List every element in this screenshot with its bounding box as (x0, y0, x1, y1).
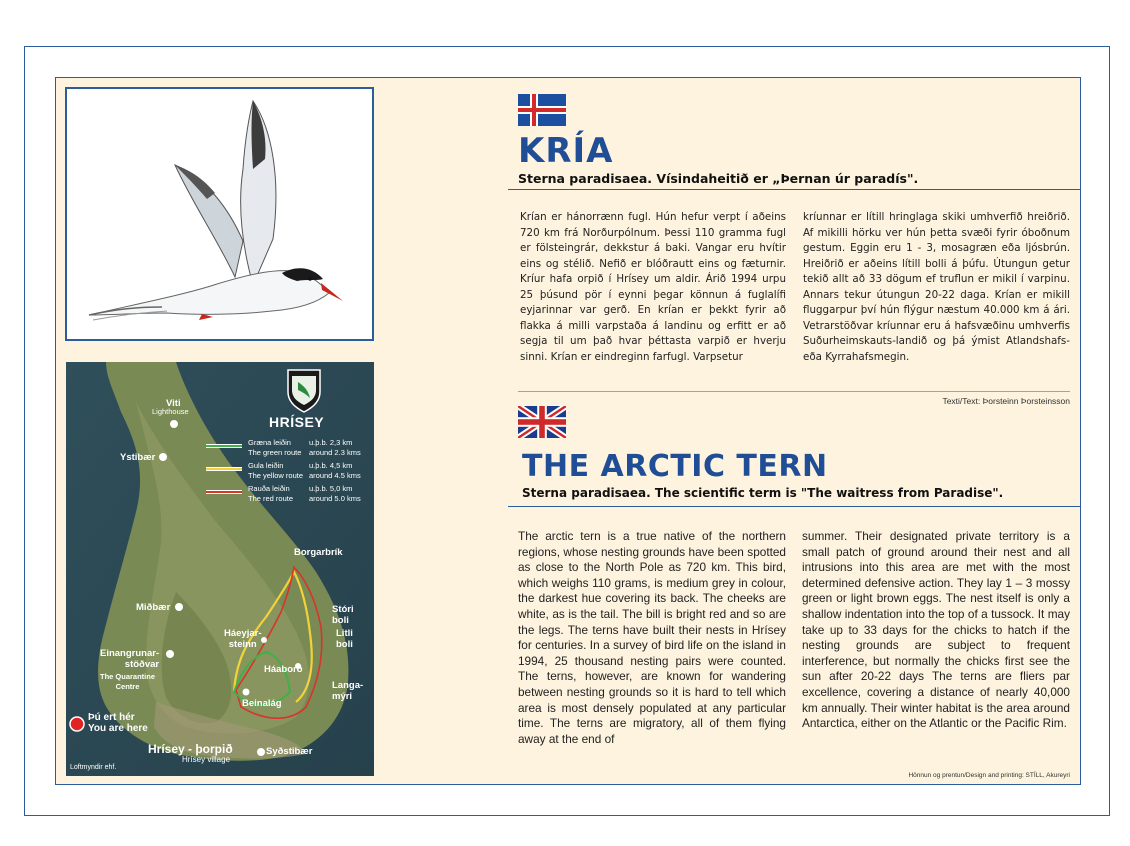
legend-red-distance (309, 484, 361, 504)
icelandic-text-column-1: Krían er hánorrænn fugl. Hún hefur verpt í aðeins 720 km frá Norðurpólnum. Þessi 110 gramma fugl er fölsteingrár, dekkstur á baki. Vangar eru hvítir eins og stélið. Nefið er blóðrautt eins og fæturnir. Kríur hafa orpið í Hrísey um aldir. Árið 1994 urpu 25 þúsund pör í eynni þegar könnun á fuglalífi eyjarinnar var gerð. En krían er þekkt fyrir að flakka á milli varpstaða á landinu og erfitt er að segja til um það hvar þéttasta varpið er hverju sinni. Krían er eindreginn farfugl. Varpsetur (520, 211, 786, 363)
legend-distance: around 2.3 kms (309, 448, 361, 457)
tern-illustration (65, 87, 374, 341)
legend-label: Rauða leiðin (248, 484, 290, 493)
divider (518, 391, 1070, 392)
icelandic-subtitle: Sterna paradisaea. Vísindaheitið er „Þernan úr paradís". (518, 171, 919, 186)
english-title: THE ARCTIC TERN (522, 449, 828, 484)
legend-yellow-distance (309, 461, 361, 481)
legend-label: Gula leiðin (248, 461, 284, 470)
place-heyjarsteinn: Háeyjar- steinn (224, 628, 262, 650)
place-lighthouse: Lighthouse (152, 407, 189, 416)
place-stori-boli: Stóri boli (332, 604, 354, 626)
place-beinalag: Beinalág (242, 698, 282, 709)
place-borgarbrik: Borgarbrík (294, 547, 343, 558)
legend-green (248, 438, 301, 458)
island-map (66, 362, 374, 776)
you-are-here-label (88, 712, 148, 734)
place-quarantine-centre: The Quarantine Centre (100, 672, 156, 691)
design-credit: Hönnun og prentun/Design and printing: STÍLL, Akureyri (908, 772, 1070, 779)
place-haabord: Háaborð (264, 664, 303, 675)
map-brand-title: HRÍSEY (269, 414, 325, 430)
english-text-column-2: summer. Their designated private territory is a small patch of ground around their nest and all intrusions into this area are met with the most determined defensive action. They lay 1 – 3 mossy green or light brown eggs. The nest itself is only a shallow indentation into the top of a tussock. It may take up to 33 days for the chicks to hatch if the nesting grounds are subject to frequent interference, but normally the chicks first see the sun after 20-22 days The terns are fliers par excellence, covering a distance of nearly 40,000 km annually. Their winter habitat is the area around Antarctica, either on the Atlantic or the Pacific Rim. (802, 529, 1070, 731)
legend-label: The yellow route (248, 471, 304, 480)
divider (508, 189, 1080, 190)
legend-label: The green route (248, 448, 302, 457)
you-are-here-is: Þú ert hér (88, 712, 135, 723)
place-litli-boli: Litli boli (336, 628, 353, 650)
legend-label: The red route (248, 494, 294, 503)
iceland-flag-icon (518, 94, 566, 126)
legend-red (248, 484, 293, 504)
text-credit: Texti/Text: Þorsteinn Þorsteinsson (942, 396, 1070, 406)
you-are-here-en: You are here (88, 723, 148, 734)
legend-green-distance (309, 438, 361, 458)
arctic-tern-image (67, 89, 372, 339)
legend-distance: around 5.0 kms (309, 494, 361, 503)
place-einangrunarstodvar: Einangrunar- stöðvar (100, 648, 160, 670)
icelandic-title: KRÍA (518, 131, 614, 171)
village-label-en: Hrísey village (182, 755, 231, 764)
place-sydstibaer: Syðstibær (266, 746, 313, 757)
divider (508, 506, 1080, 507)
legend-distance: u.þ.b. 4,5 km (309, 461, 353, 470)
place-ystibaer: Ystibær (120, 452, 156, 463)
legend-distance: u.þ.b. 2,3 km (309, 438, 353, 447)
place-langamyri: Langa- mýri (332, 680, 364, 702)
village-label: Hrísey - þorpið (148, 742, 233, 756)
english-subtitle: Sterna paradisaea. The scientific term is "The waitress from Paradise". (522, 486, 1004, 500)
legend-distance: around 4.5 kms (309, 471, 361, 480)
icelandic-text-column-2: kríunnar er lítill hringlaga skiki umhverfið hreiðrið. Af mikilli hörku ver hún þetta svæði fyrir óboðnum gestum. Eggin eru 1 - 3, mosagræn eða ljósbrún. Hreiðrið er aðeins lítill bolli á þúfu. Útungun getur tekið allt að 33 dögum ef truflun er mikil í varpinu. Annars tekur útungun 20-22 daga. Krían er mikill fluggarpur því hún flýgur næstum 40.000 km á ári. Vetrarstöðvar kríunnar eru á hafsvæðinu umhverfis Suðurheimskauts-landið og þá ýmist Atlandshafs- eða Kyrrahafsmegin. (803, 211, 1070, 363)
uk-flag-icon (518, 406, 566, 438)
place-viti: Viti (166, 398, 181, 409)
place-midbaer: Miðbær (136, 602, 171, 613)
english-text-column-1: The arctic tern is a true native of the northern regions, whose nesting grounds have been spotted as close to the North Pole as 720 km. This bird, which weighs 110 grams, is medium grey in colour, the darkest hue covering its back. The cheeks are white, as is the tail. The bill is bright red and so are the legs. The terns have built their nests in Hrísey for centuries. In a survey of bird life on the island in 1994, 25 thousand nesting pairs were counted. The terns, however, are known for wandering between nesting grounds so it is hard to tell which area is most densely populated at any particular time. The terns are migratory, all of them flying away at the end of (518, 529, 786, 746)
legend-distance: u.þ.b. 5,0 km (309, 484, 353, 493)
legend-yellow (248, 461, 303, 481)
legend-label: Græna leiðin (248, 438, 291, 447)
photo-credit: Loftmyndir ehf. (70, 764, 117, 771)
